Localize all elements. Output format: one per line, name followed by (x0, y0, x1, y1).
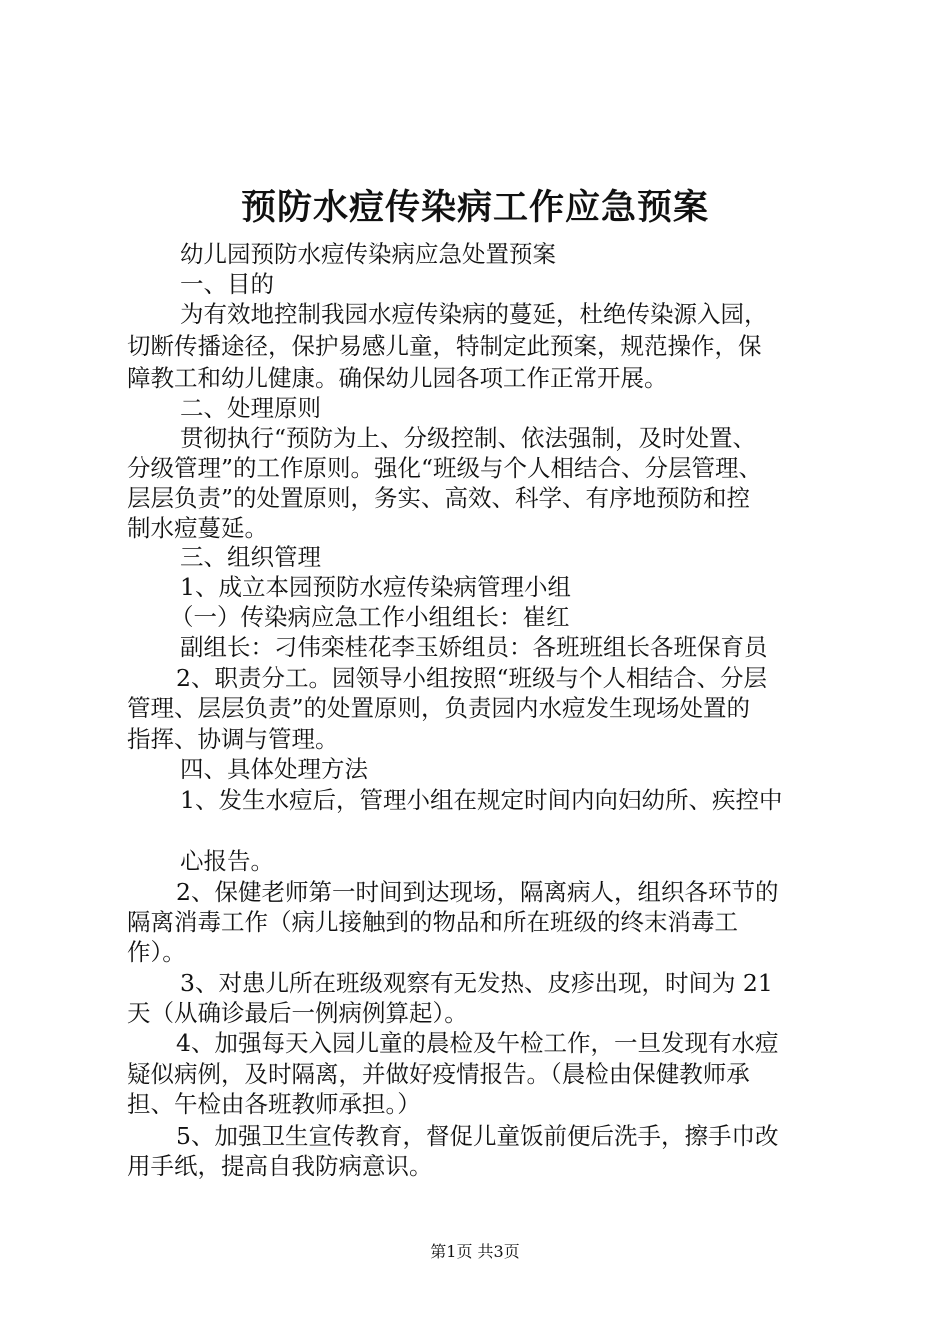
paragraph-line: 隔离消毒工作（病儿接触到的物品和所在班级的终末消毒工 (127, 908, 738, 936)
paragraph-line: 贯彻执行“预防为上、分级控制、依法强制，及时处置、 (180, 424, 757, 452)
paragraph-line: 层层负责”的处置原则，务实、高效、科学、有序地预防和控 (127, 484, 751, 512)
paragraph-line: 心报告。 (180, 847, 274, 875)
paragraph-line: 担、午检由各班教师承担。） (127, 1090, 421, 1118)
paragraph-line: 2、保健老师第一时间到达现场，隔离病人，组织各环节的 (176, 878, 779, 906)
paragraph-line: 5、加强卫生宣传教育，督促儿童饭前便后洗手，擦手巾改 (176, 1122, 779, 1150)
section-heading-principles: 二、处理原则 (180, 394, 321, 422)
paragraph-line: 1、成立本园预防水痘传染病管理小组 (180, 573, 571, 601)
paragraph-line: 管理、层层负责”的处置原则，负责园内水痘发生现场处置的 (127, 694, 751, 722)
paragraph-line: 障教工和幼儿健康。确保幼儿园各项工作正常开展。 (127, 364, 668, 392)
section-heading-methods: 四、具体处理方法 (180, 755, 368, 783)
paragraph-line: （一）传染病应急工作小组组长：崔红 (170, 603, 570, 631)
paragraph-line: 制水痘蔓延。 (127, 514, 268, 542)
paragraph-line: 3、对患儿所在班级观察有无发热、皮疹出现，时间为 21 (180, 969, 773, 997)
paragraph-line: 分级管理”的工作原则。强化“班级与个人相结合、分层管理、 (127, 454, 763, 482)
paragraph-line: 用手纸，提高自我防病意识。 (127, 1152, 433, 1180)
paragraph-line: 2、职责分工。园领导小组按照“班级与个人相结合、分层 (176, 664, 767, 692)
page-footer: 第1页 共3页 (430, 1242, 520, 1261)
paragraph-line: 4、加强每天入园儿童的晨检及午检工作，一旦发现有水痘 (176, 1029, 779, 1057)
paragraph-line: 作）。 (127, 938, 186, 966)
subtitle-line: 幼儿园预防水痘传染病应急处置预案 (180, 240, 556, 268)
section-heading-organization: 三、组织管理 (180, 543, 321, 571)
document-title: 预防水痘传染病工作应急预案 (240, 187, 709, 228)
section-heading-purpose: 一、目的 (180, 270, 274, 298)
paragraph-line: 副组长：刁伟栾桂花李玉娇组员：各班班组长各班保育员 (180, 633, 768, 661)
paragraph-line: 天（从确诊最后一例病例算起）。 (127, 999, 468, 1027)
paragraph-line: 为有效地控制我园水痘传染病的蔓延，杜绝传染源入园， (180, 300, 768, 328)
paragraph-line: 指挥、协调与管理。 (127, 725, 339, 753)
paragraph-line: 疑似病例，及时隔离，并做好疫情报告。（晨检由保健教师承 (127, 1060, 750, 1088)
paragraph-line: 1、发生水痘后，管理小组在规定时间内向妇幼所、疾控中 (180, 786, 783, 814)
paragraph-line: 切断传播途径，保护易感儿童，特制定此预案，规范操作，保 (127, 332, 762, 360)
